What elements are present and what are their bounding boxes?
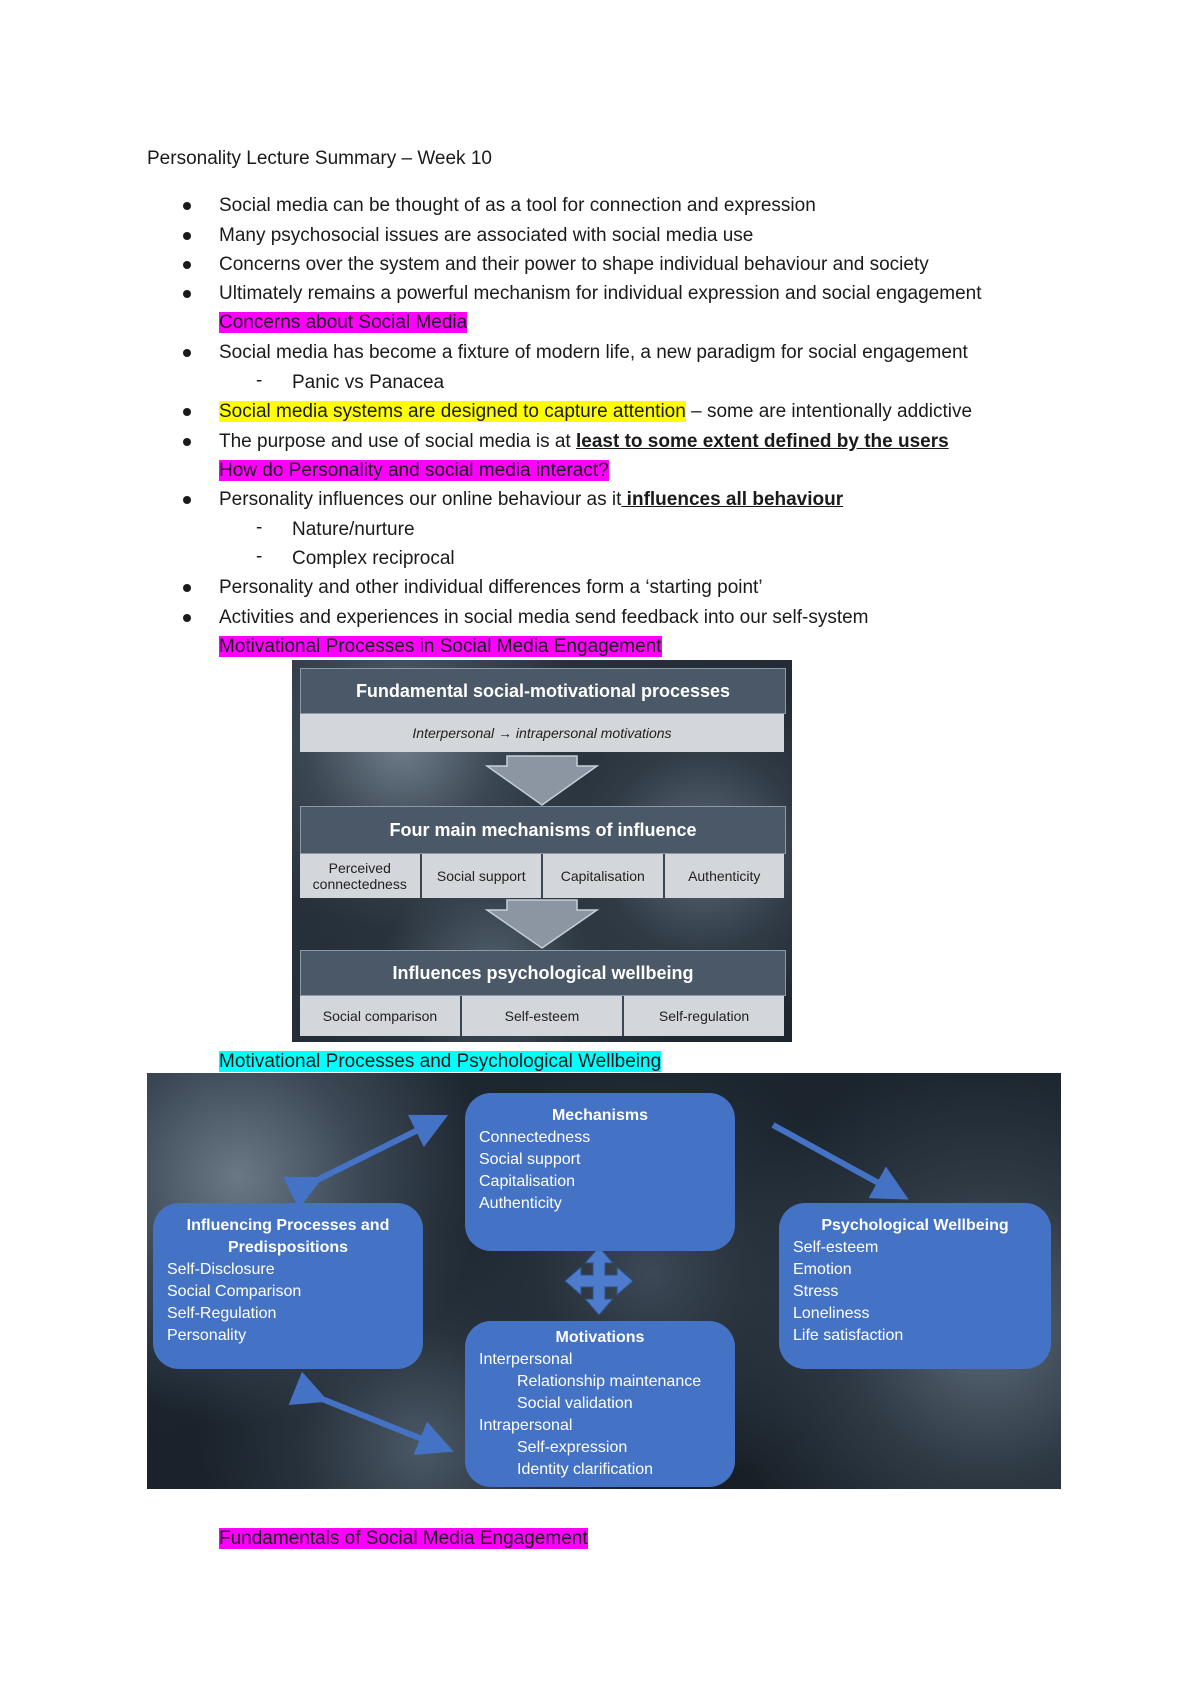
fig1-top-subtitle: Interpersonal → intrapersonal motivations xyxy=(300,714,784,752)
fig1-top-title: Fundamental social-motivational processes xyxy=(300,668,786,714)
bullet-dot xyxy=(183,290,191,298)
box-item: Emotion xyxy=(793,1261,852,1278)
bullet-text: Ultimately remains a powerful mechanism for individual expression and social engagement xyxy=(219,283,982,304)
box-subheading: Intrapersonal xyxy=(479,1417,573,1434)
box-item: Self-Regulation xyxy=(167,1305,277,1322)
bullet-dot xyxy=(183,438,191,446)
dash-marker: - xyxy=(256,370,263,391)
bullet-dot xyxy=(183,614,191,622)
bullet-text: Social media can be thought of as a tool for connection and expression xyxy=(219,195,816,216)
influencing-box xyxy=(153,1203,423,1369)
bullet-text: Personality and other individual differences form a ‘starting point’ xyxy=(219,577,763,598)
bullet-text: Personality influences our online behaviour as it influences all behaviour xyxy=(219,489,844,510)
four-way-arrow-icon xyxy=(565,1247,633,1315)
bullet-text: Concerns over the system and their power to shape individual behaviour and society xyxy=(219,254,929,275)
bullet-text: Social media systems are designed to capture attention – some are intentionally addictive xyxy=(219,401,973,422)
motivations-box xyxy=(465,1321,735,1487)
dash-marker: - xyxy=(256,517,263,538)
box-item: Relationship maintenance xyxy=(517,1373,702,1390)
fig1-mid-cells xyxy=(300,854,784,898)
fig1-bottom-cells xyxy=(300,996,784,1036)
bullet-text: The purpose and use of social media is at least to some extent defined by the users xyxy=(219,431,949,452)
arrow-right-icon xyxy=(773,1125,893,1191)
sub-item: Panic vs Panacea xyxy=(292,372,445,393)
box-title: Mechanisms xyxy=(551,1107,649,1124)
fig1-mid-title: Four main mechanisms of influence xyxy=(300,806,786,854)
down-arrow-icon xyxy=(487,900,597,948)
bullet-dot xyxy=(183,349,191,357)
sub-item: Complex reciprocal xyxy=(292,548,455,569)
fig1-bottom-cell: Self-esteem xyxy=(462,996,624,1036)
fig1-bottom-cell: Self-regulation xyxy=(624,996,784,1036)
wellbeing-box xyxy=(779,1203,1051,1369)
section-heading-concerns: Concerns about Social Media xyxy=(219,312,468,333)
box-item: Self-esteem xyxy=(793,1239,879,1256)
dash-marker: - xyxy=(256,546,263,567)
bullet-dot xyxy=(183,408,191,416)
sub-item: Nature/nurture xyxy=(292,519,415,540)
box-item: Social validation xyxy=(517,1395,633,1412)
bullet-text: Social media has become a fixture of modern life, a new paradigm for social engagement xyxy=(219,342,968,363)
fig1-bottom-cell: Social comparison xyxy=(300,996,462,1036)
box-item: Life satisfaction xyxy=(793,1327,904,1344)
fig1-mid-cell: Social support xyxy=(422,854,544,898)
figure-motivational-processes xyxy=(292,660,792,1042)
box-item: Connectedness xyxy=(479,1129,591,1146)
bullet-text: Many psychosocial issues are associated with social media use xyxy=(219,225,754,246)
section-heading-motivational: Motivational Processes in Social Media Engagement xyxy=(219,636,662,657)
box-item: Personality xyxy=(167,1327,247,1344)
box-item: Stress xyxy=(793,1283,839,1300)
figure-processes-wellbeing xyxy=(147,1073,1061,1489)
fig1-mid-cell: Authenticity xyxy=(665,854,785,898)
section-heading-interact: How do Personality and social media interact? xyxy=(219,460,609,481)
bullet-text: Activities and experiences in social media send feedback into our self-system xyxy=(219,607,869,628)
bullet-dot xyxy=(183,584,191,592)
down-arrow-icon xyxy=(487,756,597,805)
bullet-dot xyxy=(183,496,191,504)
page-title: Personality Lecture Summary – Week 10 xyxy=(147,148,492,169)
double-arrow-icon xyxy=(307,1123,432,1185)
box-title: Psychological Wellbeing xyxy=(821,1217,1009,1234)
bullet-dot xyxy=(183,202,191,210)
fig1-mid-cell: Capitalisation xyxy=(543,854,665,898)
box-item: Social Comparison xyxy=(167,1283,302,1300)
section-heading-fundamentals: Fundamentals of Social Media Engagement xyxy=(219,1528,588,1549)
box-item: Capitalisation xyxy=(479,1173,576,1190)
box-item: Self-Disclosure xyxy=(167,1261,275,1278)
bullet-dot xyxy=(183,261,191,269)
box-title: Influencing Processes and Predispositions xyxy=(186,1217,390,1256)
box-title: Motivations xyxy=(555,1329,645,1346)
box-item: Social support xyxy=(479,1151,581,1168)
box-item: Loneliness xyxy=(793,1305,870,1322)
section-heading-wellbeing: Motivational Processes and Psychological Wellbeing xyxy=(219,1051,662,1072)
box-item: Self-expression xyxy=(517,1439,628,1456)
box-subheading: Interpersonal xyxy=(479,1351,573,1368)
double-arrow-icon xyxy=(312,1395,437,1445)
box-item: Authenticity xyxy=(479,1195,562,1212)
box-item: Identity clarification xyxy=(517,1461,654,1478)
mechanisms-box xyxy=(465,1093,735,1251)
bullet-dot xyxy=(183,232,191,240)
fig1-mid-cell: Perceived connectedness xyxy=(300,854,422,898)
fig1-bottom-title: Influences psychological wellbeing xyxy=(300,950,786,996)
